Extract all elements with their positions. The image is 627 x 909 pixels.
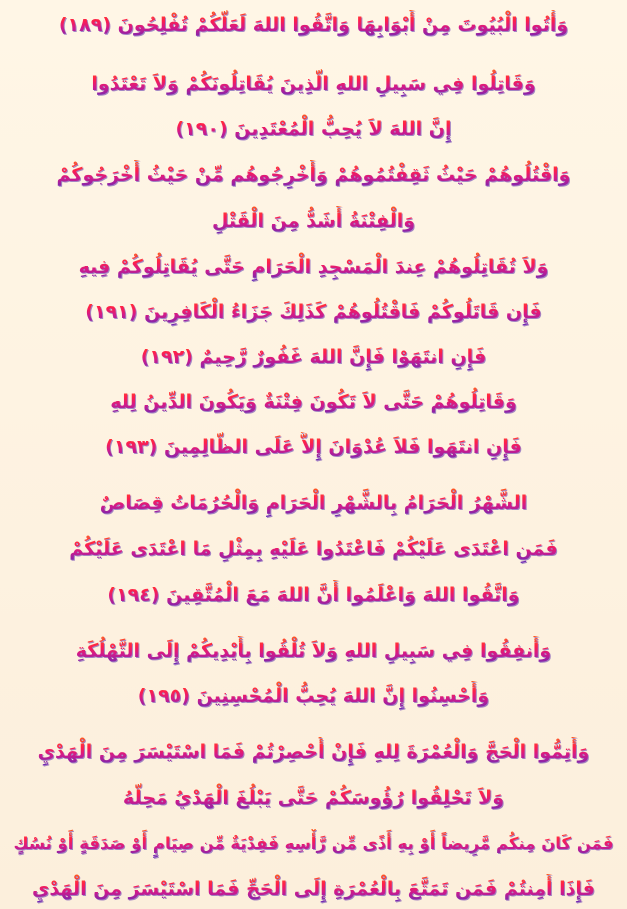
verse-line-8: فَإِنِ انتَهَوْا فَإِنَّ اللهَ غَفُورٌ رَّحِيمٌ (١٩٢): [0, 342, 627, 372]
verse-line-7: فَإِن قَاتَلُوكُمْ فَاقْتُلُوهُمْ كَذَلِكَ جَزَاءُ الْكَافِرِينَ (١٩١): [0, 297, 627, 327]
verse-line-15: وَأَحْسِنُوا إِنَّ اللهَ يُحِبُّ الْمُحْسِنِينَ (١٩٥): [0, 681, 627, 711]
verse-line-10: فَإِنِ انتَهَوا فَلاَ عُدْوَانَ إِلاَّ عَلَى الظَّالِمِينَ (١٩٣): [0, 432, 627, 462]
verse-line-14: وَأَنفِقُوا فِي سَبِيلِ اللهِ وَلاَ تُلْقُوا بِأَيْدِيكُمْ إِلَى التَّهْلُكَةِ: [0, 636, 627, 666]
verse-line-12: فَمَنِ اعْتَدَى عَلَيْكُمْ فَاعْتَدُوا عَلَيْهِ بِمِثْلِ مَا اعْتَدَى عَلَيْكُمْ: [0, 534, 627, 564]
verse-line-19: فَإِذَا أَمِنتُمْ فَمَن تَمَتَّعَ بِالْعُمْرَةِ إِلَى الْحَجِّ فَمَا اسْتَيْسَرَ مِنَ الْهَدْيِ: [0, 874, 627, 904]
verse-line-13: وَاتَّقُوا اللهَ وَاعْلَمُوا أَنَّ اللهَ مَعَ الْمُتَّقِينَ (١٩٤): [0, 580, 627, 610]
verse-line-3: إِنَّ اللهَ لاَ يُحِبُّ الْمُعْتَدِينَ (١٩٠): [0, 114, 627, 144]
verse-line-2: وَقَاتِلُوا فِي سَبِيلِ اللهِ الَّذِينَ يُقَاتِلُونَكُمْ وَلاَ تَعْتَدُوا: [0, 69, 627, 99]
verse-line-17: وَلاَ تَحْلِقُوا رُؤُوسَكُمْ حَتَّى يَبْلُغَ الْهَدْيُ مَحِلَّهُ: [0, 783, 627, 813]
verse-line-5: وَالْفِتْنَةُ أَشَدُّ مِنَ الْقَتْلِ: [0, 206, 627, 236]
verse-line-1: وَأْتُوا الْبُيُوتَ مِنْ أَبْوَابِهَا وَاتَّقُوا اللهَ لَعَلَّكُمْ تُفْلِحُونَ (١٨٩): [0, 10, 627, 40]
verse-line-4: وَاقْتُلُوهُمْ حَيْثُ ثَقِفْتُمُوهُمْ وَأَخْرِجُوهُم مِّنْ حَيْثُ أَخْرَجُوكُمْ: [0, 160, 627, 190]
verse-line-11: الشَّهْرُ الْحَرَامُ بِالشَّهْرِ الْحَرَامِ وَالْحُرُمَاتُ قِصَاصٌ: [0, 488, 627, 518]
verse-line-18: فَمَن كَانَ مِنكُم مَّرِيضاً أَوْ بِهِ أَذًى مِّن رَّأْسِهِ فَفِدْيَةٌ مِّن صِيَامٍ أَوْ صَدَقَةٍ أَوْ نُسُكٍ: [0, 829, 627, 859]
verse-line-6: وَلاَ تُقَاتِلُوهُمْ عِندَ الْمَسْجِدِ الْحَرَامِ حَتَّى يُقَاتِلُوكُمْ فِيهِ: [0, 252, 627, 282]
verse-line-9: وَقَاتِلُوهُمْ حَتَّى لاَ تَكُونَ فِتْنَةٌ وَيَكُونَ الدِّينُ لِلهِ: [0, 387, 627, 417]
verse-line-16: وَأَتِمُّوا الْحَجَّ وَالْعُمْرَةَ لِلهِ فَإِنْ أُحْصِرْتُمْ فَمَا اسْتَيْسَرَ مِنَ الْهَدْيِ: [0, 737, 627, 767]
